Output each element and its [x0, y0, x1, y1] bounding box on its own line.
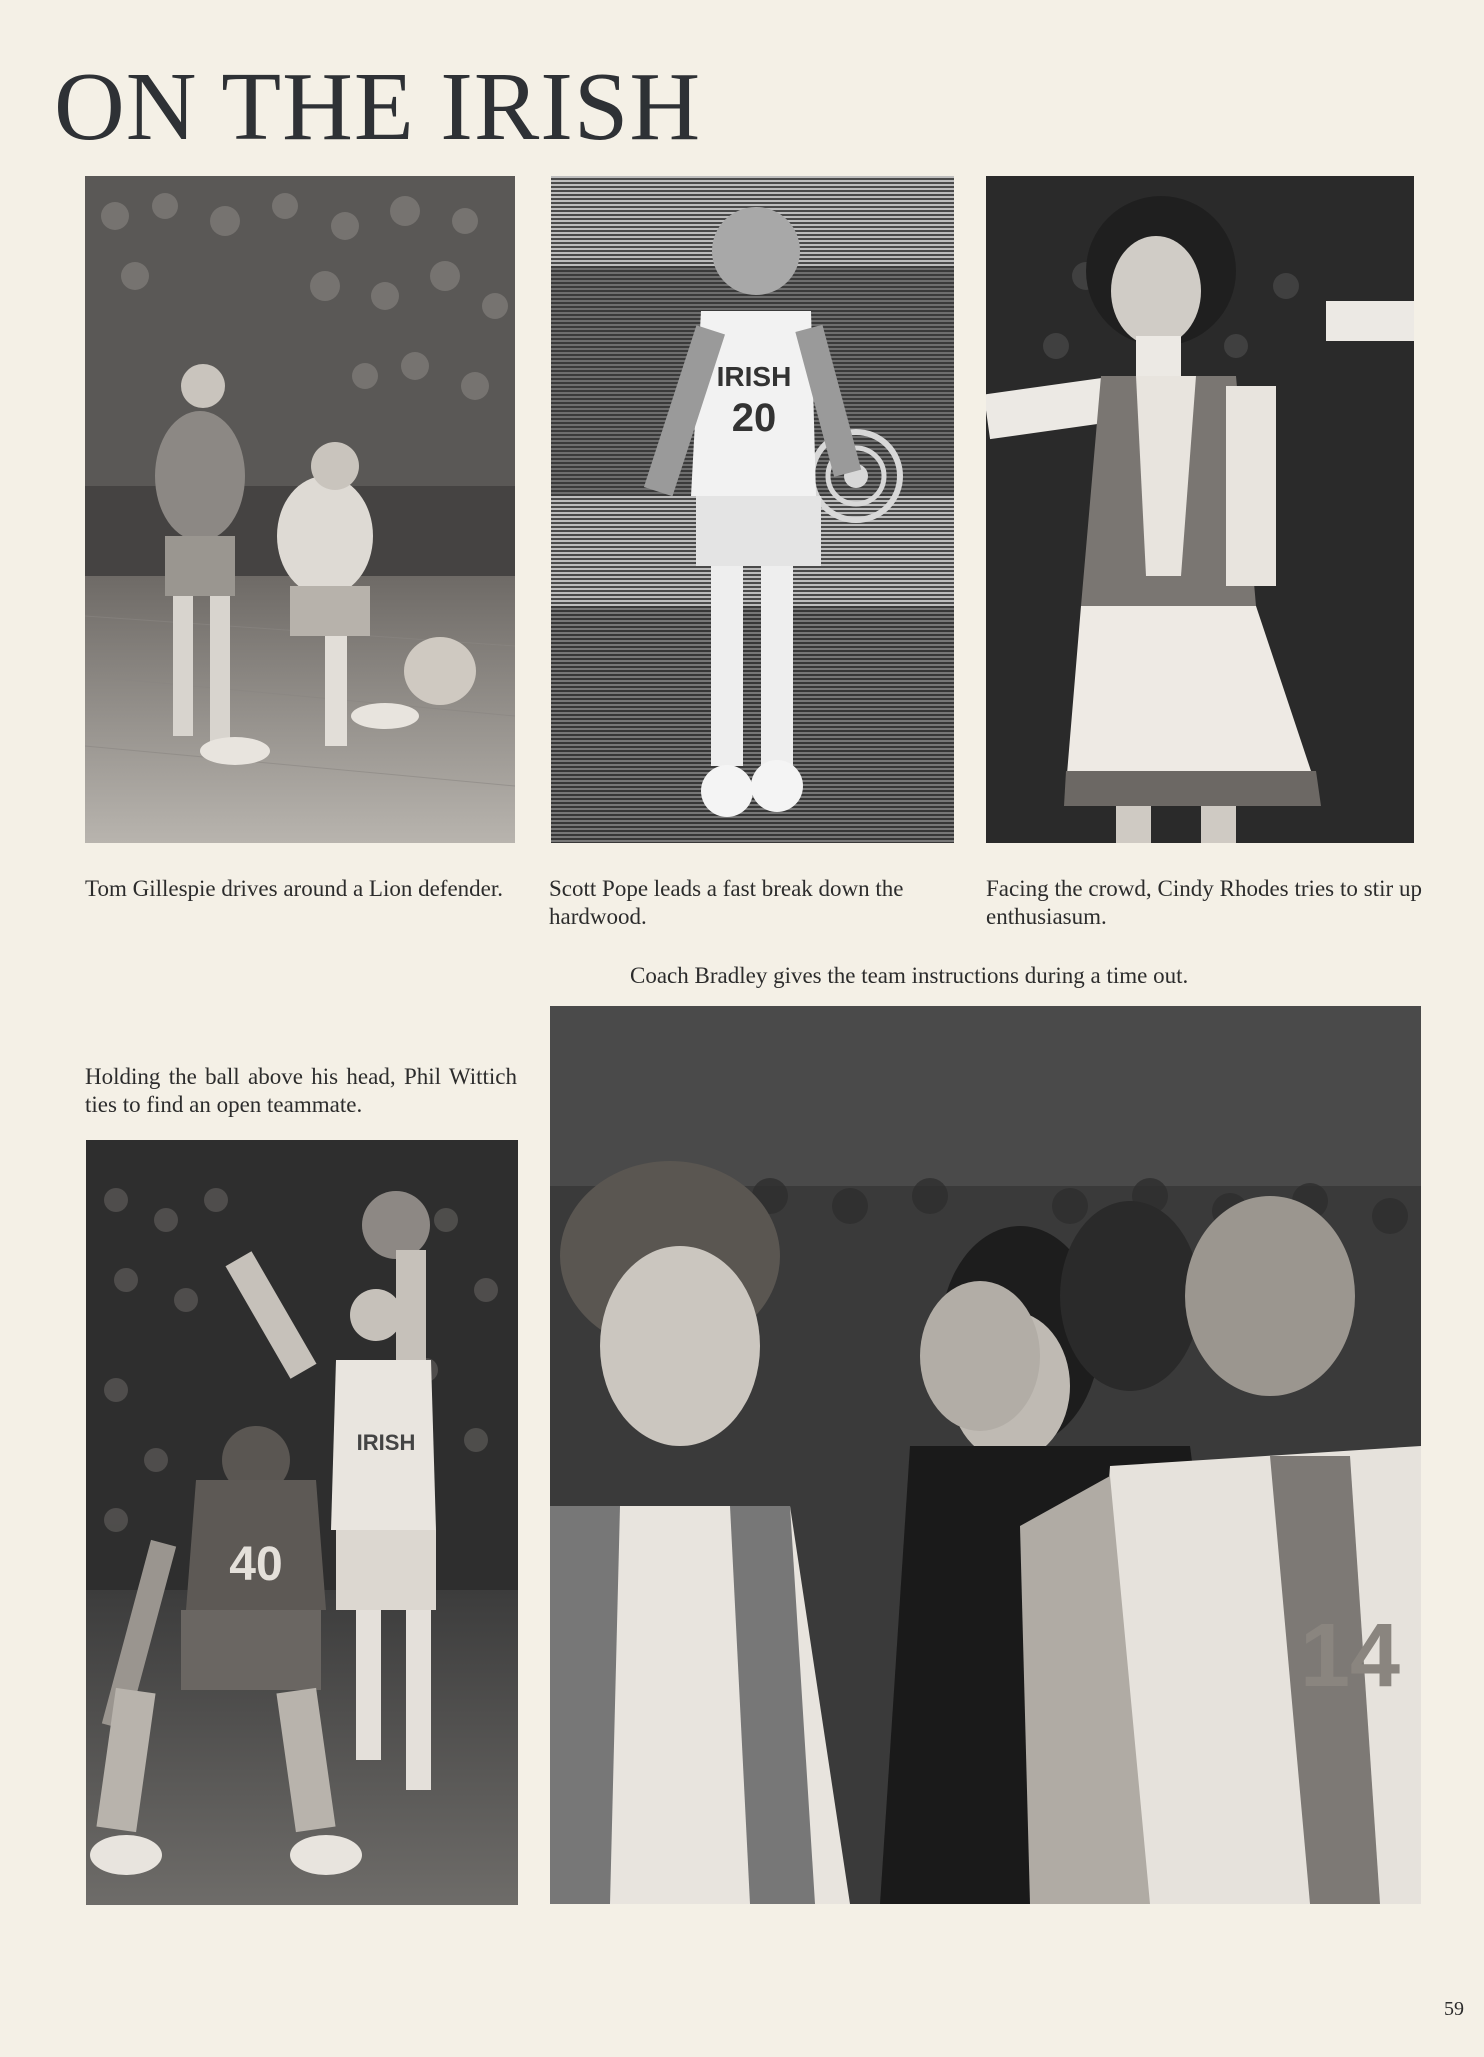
caption-bradley: Coach Bradley gives the team instructions during a time out.	[630, 963, 1189, 988]
caption-wittich: Holding the ball above his head, Phil Wittich ties to find an open teammate.	[85, 1064, 517, 1117]
photo-rhodes-cheerleader	[986, 176, 1414, 843]
photo-pope-fast-break	[551, 176, 954, 843]
pope-jersey-number: 20	[731, 396, 777, 440]
page-number: 59	[1444, 1998, 1464, 2020]
huddle-jersey-number: 14	[1299, 1606, 1401, 1706]
caption-rhodes: Facing the crowd, Cindy Rhodes tries to stir up enthusiasum.	[986, 876, 1422, 929]
page-title: ON THE IRISH	[54, 53, 702, 161]
opponent-jersey-number: 40	[229, 1538, 283, 1591]
photo-wittich-holding-ball	[86, 1140, 518, 1905]
caption-gillespie: Tom Gillespie drives around a Lion defender.	[85, 876, 504, 901]
pope-jersey-team: IRISH	[716, 361, 792, 392]
photo-bradley-huddle	[550, 1006, 1421, 1904]
wittich-jersey: IRISH	[356, 1430, 416, 1455]
caption-pope: Scott Pope leads a fast break down the hardwood.	[549, 876, 904, 929]
photo-gillespie-dribble	[85, 176, 515, 843]
